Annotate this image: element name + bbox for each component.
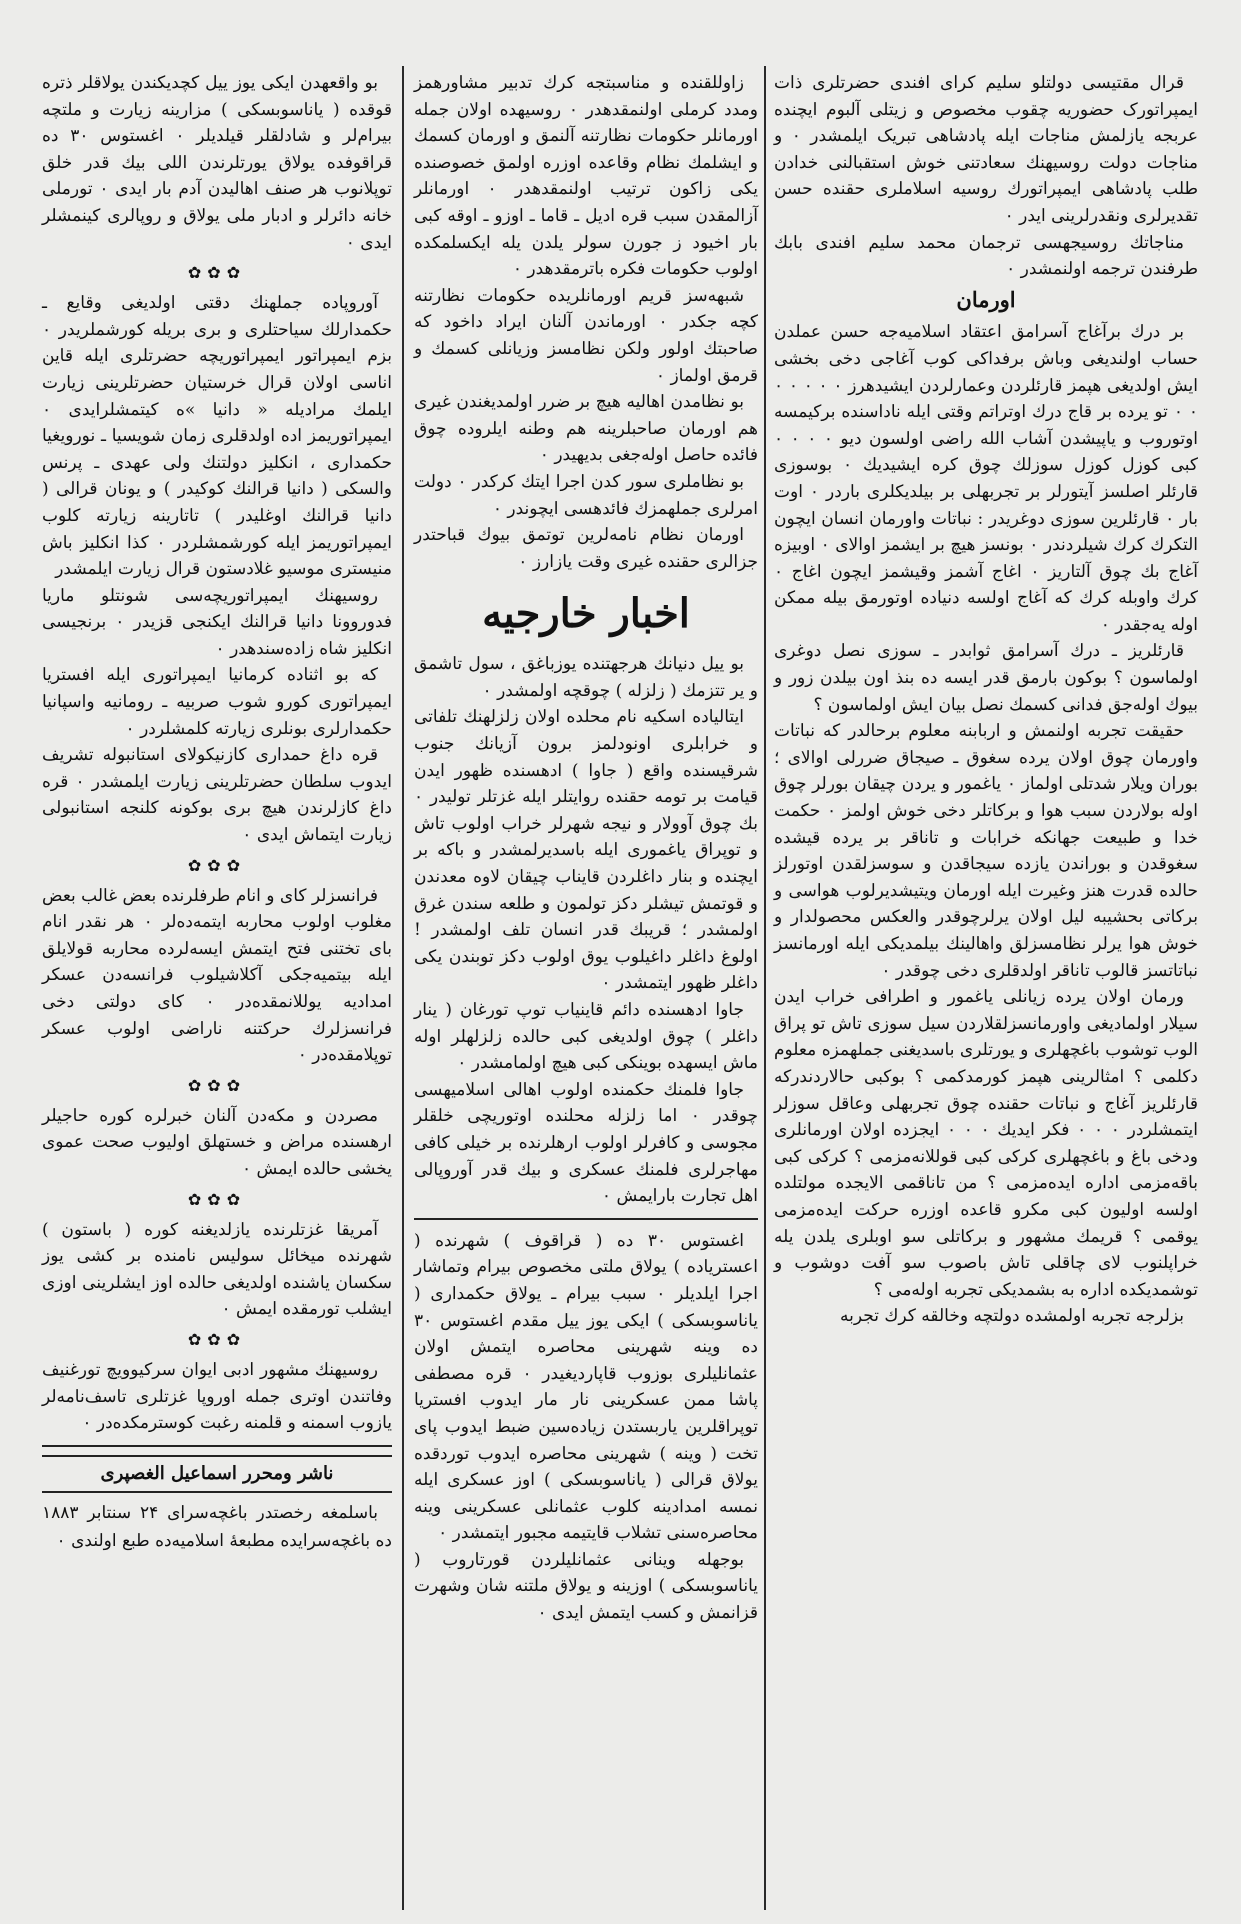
- divider: [414, 1218, 758, 1220]
- column-rule: [764, 66, 766, 1910]
- ornament-stars-icon: ✿✿✿: [187, 263, 247, 283]
- section-banner: اخبار خارجیه: [482, 590, 690, 638]
- news-paragraph: بو ییل دنیانك هرجهتنده یوزباغق ، سول تاشمق و یر تتزمك ( زلزله ) چوقچه اولمشدر ۰: [414, 654, 758, 701]
- news-paragraph: آوروپاده جملهنك دقتی اولدیغی وقایع ـ حکمدارلك سیاحتلری و بری بریله کورشملریدر ۰ بزم ایمپراتور ایمپراتوریچه حضرتلری ایله قاین اناسی اولان قرال خرستیان حضرتلرینی زیارت ایلمك مرادیله « دانیا »ه کیتمشلرایدی ۰ ایمپراتوریمز اده اولدقلری زمان شویسیا ـ نورویغیا حکمداری ، انکلیز دولتنك ولی عهدی ـ پرنس والسکی ( دانیا قرالنك کوکیدر ) و یونان قرالی ( دانیا قرالنك اوغلیدر ) تاتارینه زیارته کلوب ایمپراتوریمز ایله کورشمشلردر ۰ کذا انکلیز باش منیستری موسیو غلادستون قرال زیارت ایلمشدر: [42, 293, 392, 580]
- news-paragraph: روسیهنك ایمپراتوریچه‌سی شونتلو ماریا فدوروونا دانیا قرالنك ایکنجی قزیدر ۰ برنجیسی انکلیز شاه زاده‌سندهدر ۰: [42, 585, 392, 659]
- news-paragraph: ایتالیاده اسکیه نام محلده اولان زلزلهنك تلفاتی و خرابلری اونودلمز برون آزیانك جنوب شرقیسنده واقع ( جاوا ) ادهسنده ظهور ایدن قیامت بر تومه حقنده روایتلر ایله غزتلر تولیدر ۰ بك چوق آوولار و نیجه شهرلر خراب اولوب تاش و توپراق یاغموری ایله باسدیرلمشدر و باکه بر ایچنده و بنار داغلردن قایناب چیقان لاوه معدندن و قوتمش تیشلر دکز تولمون و طلعه سندن غرق اولمشدر ؛ قریبك قدر انسان تلف اولمشدر ! اولوغ داغلر داغیلوب یوق اولوب دکز توبندن یکی داغلر ظهور ایتمشدر ۰: [414, 707, 758, 994]
- signature-box: [42, 1455, 392, 1493]
- ornament-stars-icon: ✿✿✿: [187, 1075, 247, 1095]
- divider: [42, 1445, 392, 1447]
- article-paragraph: بر درك برآغاج آسرامق اعتقاد اسلامیه‌جه حسن عملدن حساب اولندیغی وباش برفداکی کوب آغاجی دخی بخشی ایش اولدیغی هپمز قارئلردن وعمارلردن ایشیدهرز ۰ ۰ ۰ ۰ ۰ ۰ ۰ تو یرده بر قاج درك اوتراتم وقتی ایله ناداسنده برکیمسه اوتوروب و یاپیشدن آشاب الله راضی اولسون دیو ۰ ۰ ۰ ۰ کبی کوزل کوزل سوزلك چوق کره ایشیدیك ۰ بوسوزی قارئلر اصلسز آیتورلر بر تجربهلی بر بیلدیکلری باردر ۰ اوت بار ۰ قارئلرین سوزی دوغریدر : نباتات واورمان انسان ایچون التکرك کرك شیلردندر ۰ بونسز هیچ بر ایشمز اوالای ۰ اوبیزه آغاج بك چوق آلتاریز ۰ اغاج آشمز وقیشمز ایچون اغاج ۰ کرك واوبله کرك که آغاج اولسه دنیاده اوتورمق بیله ممکن اوله یه‌جقدر ۰: [774, 322, 1199, 635]
- column-left: [36, 70, 398, 1906]
- news-paragraph: مصردن و مکه‌دن آلنان خبرلره کوره حاجیلر ارهسنده مراض و خستهلق اولیوب صحت عموی یخشی حالده ایمش ۰: [42, 1105, 392, 1179]
- news-paragraph: بو واقعهدن ایکی یوز ییل کچدیکندن یولاقلر ذتره قوقده ( یاناسوبسکی ) مزارینه زیارت و ملتچه بیرام‌لر و شادلقلر قیلدیلر ۰ اغستوس ۳۰ ده قراقوفده یولاق یورتلرندن اللی بیك قدر خلق توپلانوب هر صنف اهالیدن آدم بار ایدی ۰ تورملی خانه‌ دائرلر و ادبار ملی یولاق و روپالری کینمشلر ایدی ۰: [42, 73, 392, 253]
- ornament-stars-icon: ✿✿✿: [187, 855, 247, 875]
- imprint-line: باسلمغه رخصتدر باغچه‌سرای ۲۴ سنتابر ۱۸۸۳ ده باغچه‌سرایده مطبعهٔ اسلامیه‌ده طبع اولندی ۰: [42, 1502, 392, 1551]
- news-paragraph: روسیهنك مشهور ادبی ایوان سرکیوویچ تورغنیف وفاتندن اوتری جمله اوروپا غزتلری تاسف‌نامه‌لر یازوب اسمنه و قلمنه رغبت کوسترمکده‌در ۰: [42, 1359, 392, 1434]
- news-paragraph: آمریقا غزتلرنده یازلدیغنه کوره ( باستون ) شهرنده میخائل سولیس نامنده بر کشی یوز سکسان یاشنده اولدیغی حالده اوز ایشلرینی اوزی ایشلب تورمقده ایمش ۰: [42, 1219, 392, 1320]
- column-right: [768, 70, 1204, 1906]
- article-paragraph: قارئلریز ـ درك آسرامق ثوابدر ـ سوزی نصل دوغری اولماسون ؟ بوکون بارمق قدر ایسه ده بنذ اون بیلدن زور و بیوك اوله‌جق فدانی کسمك نصل بیان ایش اولماسون ؟: [774, 641, 1198, 715]
- news-paragraph: قره داغ حمداری کازنیکولای استانبوله تشریف ایدوب سلطان حضرتلرینی زیارت ایلمشدر ۰ قره داغ کازلرندن هیچ بری بوکونه کلنجه استانبولی زیارت ایتماش ایدی ۰: [42, 745, 392, 846]
- column-middle: [408, 70, 764, 1906]
- news-paragraph: بوجهله وینانی عثمانلیلردن قورتاروب ( یاناسوبسکی ) اوزینه و یولاق ملتنه شان وشهرت قزانمش و کسب ایتمش ایدی ۰: [414, 1549, 758, 1624]
- article-paragraph: شبهه‌سز قریم اورمانلریده حکومات نظارتنه کچه جکدر ۰ اورماندن آلنان ایراد داخود که صاحبتك اولور ولکن نظامسز وزیانلی کسمك و قرمق اولماز ۰: [414, 285, 758, 386]
- news-paragraph: جاوا فلمنك حکمنده اولوب اهالی اسلامیهسی چوقدر ۰ اما زلزله محلنده اوتوریچی خلقلر مجوسی و کافرلر اولوب ارهلرنده بر خیلی کافی مهاجرلری فلمنك عسکری و بیك قدر آوروپالی اهل تجارت بارایمش ۰: [414, 1079, 758, 1207]
- ornament-stars-icon: ✿✿✿: [187, 1189, 247, 1209]
- news-paragraph: جاوا ادهسنده دائم قاینیاب توپ تورغان ( ینار داغلر ) چوق اولدیغی کبی حالده زلزلهلر اوله ماش ایسهده بوینکی کبی هیچ اولمامشدر ۰: [414, 1000, 758, 1074]
- publisher-signature: ناشر ومحرر اسماعیل الغصپری: [100, 1462, 334, 1484]
- article-paragraph: زاوللقنده و مناسبتجه کرك تدبیر مشاورهمز ومدد کرملی اولنمقدهدر ۰ روسیهده اولان جمله اورمانلر حکومات نظارتنه آلنمق و اورمان کسمك و ایشلمك نظام وقاعده اوزره اولمق خصوصنده یکی زاکون ترتیب اولنمقدهدر ۰ اورمانلر آزالمقدن سبب قره ادیل ـ قاما ـ اوزو ـ اوقه کبی بار اخیود ز جورن سولر یلدن یله ایکسلمکده اولوب حکومات فکره باترمقدهدر ۰: [414, 73, 758, 280]
- article-paragraph: ورمان اولان یرده زیانلی یاغمور و اطرافی خراب ایدن سیلار اولمادیغی واورمانسزلقلاردن سیل سوزی تاش تو پراق الوب توشوب باغچهلری و یورتلری باسدیغنی جملهمزه معلوم دکلمی ؟ امثالرینی هپمز کورمدکمی ؟ بوکبی حالاردندرکه قارئلریز آغاج و نباتات حقنده چوق تجربهلی وعاقل سوزلر ایتمشلردر ۰ ۰ ۰ فکر ایدیك ۰ ۰ ۰ ایجزده اولان اورمانلری ودخی باغ و باغچهلری کرکی کبی قوللانه‌مزمی ؟ کرکی کبی باقه‌مزمی اداره ایده‌مزمی ؟ من تاناقمی الایجده مولتلده اولسه اولیون کبی مکرو قاعده اوزره حرکت ایده‌مزمی یوقمی ؟ قریمك مشهور و برکاتلی سو اوبلری یلدن یله خراپلنوب لای چاقلی تاش باصوب سو آفت دوشوب و توشمدیکده اداره به بشمدیکی تجربه اوله‌می ؟: [774, 987, 1198, 1300]
- intro-paragraph: قرال مقتیسی دولتلو سلیم کرای افندی حضرتلری ذات ایمپراتورک حضوریه چقوب مخصوص و زیتلی آلبوم ایچنده عربجه یازلمش مناجات ایله پادشاهی تبریک ایلمشدر ۰ و مناجات دولت روسیهنك سعادتنی خوش استقبالنی خدادن طلب پادشاهی ایمپراتورك روسیه اسلاملری حقنده حسن تقدیرلری ونقدرلرینی ایدر ۰: [774, 73, 1198, 226]
- translator-note: مناجاتك روسیجهسی ترجمان محمد سلیم افندی بابك طرفندن ترجمه اولنمشدر ۰: [774, 232, 1198, 280]
- ornament-stars-icon: ✿✿✿: [187, 1329, 247, 1349]
- article-paragraph: حقیقت تجربه اولنمش و اربابنه معلوم برحالدر که نباتات واورمان چوق اولان یرده سغوق ـ صیجاق ضررلی اوالای ؛ بوران ویلار شدتلی اولماز ۰ یاغمور و یردن چیقان بورلر چوق اوله بولاردن سبب هوا و برکاتلر دخی خوش اولمز ۰ حکمت خدا و طبیعت جهانکه خرابات و تاناقر بر یرده قیشده سغوقدن و بوراندن یازده سیجاقدن و سوسزلقدن اوتورلز حالده قدرت هنز وغیرت ایله اورمان ویتیشدیرلوب هواسی و برکاتی بحشیبه لیل اولان یرلرچوقدر والعکس محصولدار و خوش هوا یرلر نظامسزلق واهالینك بیلمدیكی ایله اورمانسز نباتاتسز قالوب تاناقر اولدقلری دخی چوقدر ۰: [774, 721, 1198, 981]
- column-rule: [402, 66, 404, 1910]
- news-paragraph: که بو اثناده کرمانیا ایمپراتوری ایله افستریا ایمپراتوری کورو شوب صربیه ـ رومانیه واسپانیا حکمدارلری بونلری زیارته کلمشلردر ۰: [42, 665, 392, 739]
- article-paragraph: بزلرجه تجربه اولمشده دولتچه وخالقه کرك تجربه: [840, 1306, 1184, 1327]
- news-paragraph: اغستوس ۳۰ ده ( قراقوف ) شهرنده ( اعستریاده ) یولاق ملتی مخصوص بیرام وتماشار اجرا ایلدیلر ۰ سبب بیرام ـ یولاق حکمداری ( یاناسوبسکی ) ایکی یوز ییل مقدم اغستوس ۳۰ ده وینه شهرینی محاصره ایتمش اولان عثمانلیلری بوزوب قاپاردیغیدر ۰ قره مصطفی پاشا ممن عسکرینی نار مار ایدوب افستریا توپراقلرین یاربستدن زیاده‌سین ضبط ایدوب پای تخت ( وینه ) شهرینی محاصره ایدوب توردقده یولاق قرالی ( یاناسوبسکی ) اوز عسکری ایله نمسه امدادینه کلوب عثمانلی عسکرینی وینه محاصره‌سنی تشلاب قایتیمه مجبور ایتمشدر ۰: [414, 1230, 758, 1544]
- article-heading: اورمان: [956, 286, 1016, 312]
- article-paragraph: اورمان نظام نامه‌لرین توتمق بیوك قباحتدر جزالری حقنده غیری وقت یازارز ۰: [414, 525, 758, 572]
- article-paragraph: بو نظامدن اهالیه هیچ بر ضرر اولمدیغندن غیری هم اورمان صاحبلرینه هم وطنه ایلروده چوق فائده حاصل اوله‌جغی بدیهیدر ۰: [414, 392, 758, 466]
- news-paragraph: فرانسزلر کای و انام طرفلرنده بعض غالب بعض مغلوب اولوب محاربه ایتمه‌ده‌لر ۰ هر نقدر انام بای تختنی فتح ایتمش ایسه‌لرده محاربه قولایلق ایله بیتمیه‌جکی آکلاشیلوب فرانسه‌دن عسکر امدادیه یوللانمقده‌در ۰ کای دولتی دخی فرانسزلرك حرکتنه ناراضی اولوب عسکر توپلامقده‌در ۰: [42, 885, 392, 1066]
- article-paragraph: بو نظاملری سور کدن اجرا ایتك کرکدر ۰ دولت امرلری جملهمزك فائدهسی ایچوندر ۰: [414, 471, 758, 519]
